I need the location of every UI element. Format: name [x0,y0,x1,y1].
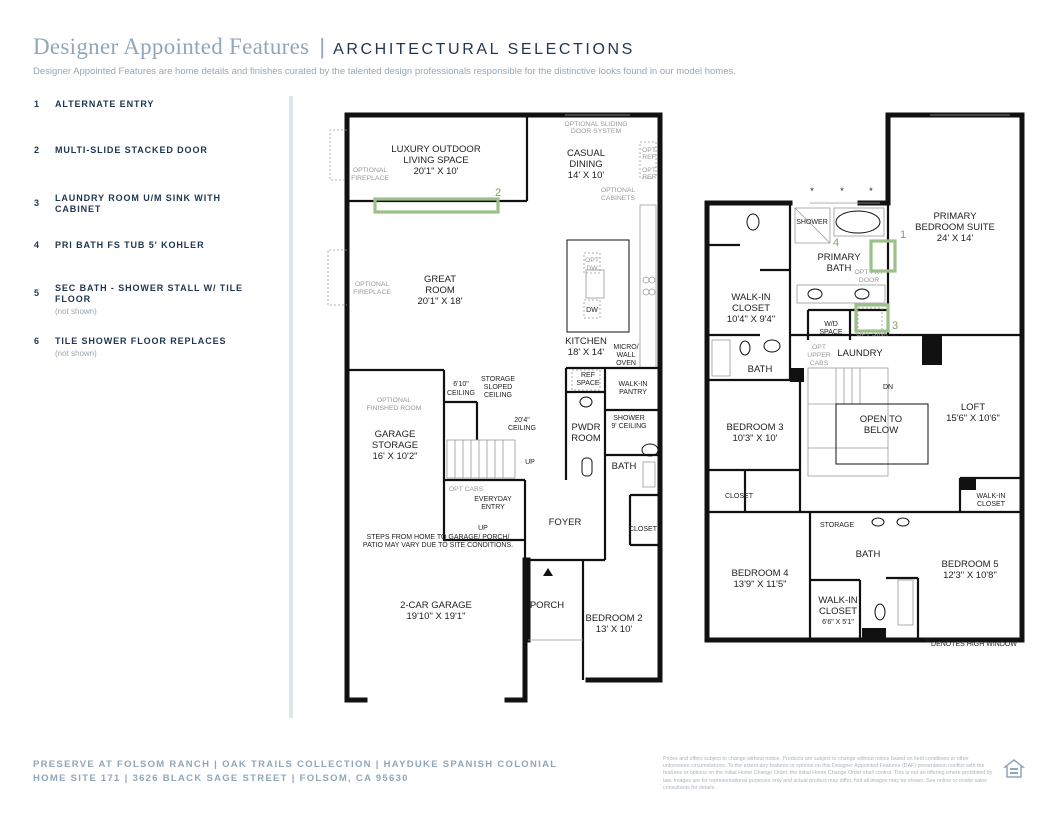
plan-note: OPT CABS [448,486,484,493]
room-label: W/D [824,321,838,328]
plan-note: REF [581,372,595,379]
high-window-marker: * [926,637,930,648]
feature-label-block [55,283,265,317]
room-label: EVERYDAY [474,496,512,503]
room-label: FOYER [548,517,582,528]
feature-number: 3 [34,198,40,208]
page-header [33,34,635,60]
room-label: CLOSET [628,526,658,533]
plan-note: CEILING [507,425,537,432]
room-label: PWDR [571,422,601,433]
room-label: DINING [569,159,603,170]
marker-4: 4 [832,237,840,249]
room-dimension: 18' X 14' [567,347,605,358]
room-label: BEDROOM 3 [726,422,784,433]
high-window-note: DENOTES HIGH WINDOW [931,641,1017,648]
room-dimension: 20'1" X 10' [413,166,459,177]
plan-note: 9' CEILING [611,423,647,430]
room-label: WALK-IN [731,292,771,303]
room-label: OPEN TO [859,414,903,425]
plan-note: CABINETS [601,195,635,202]
marker-3: 3 [891,320,899,332]
plan-note: FINISHED ROOM [366,405,422,412]
room-dimension: 16' X 10'2" [372,451,418,462]
room-label: PORCH [529,600,565,611]
plan-note: OPTIONAL [354,281,390,288]
room-label: GARAGE [374,429,416,440]
room-dimension: 14' X 10' [567,170,605,181]
plan-note: UP [525,459,535,466]
high-window-marker: * [869,186,873,197]
room-dimension: 6'6" X 5'1" [822,619,854,626]
plan-note: OPT [812,344,826,351]
plan-note: OPTIONAL SLIDING [564,121,628,128]
legal-disclaimer: Prices and offers subject to change without notice. Products are subject to change without notice based on field conditions or other unforeseen circumstances. To the extent any features or options on this Designer Appointed Features (DAF) presentation conflict with the features or options on the initial Home Change Order, the initial Home Change Order shall control. This is not an offering where prohibited by law. Images are for representational purposes only and actual product may differ. Not all images may be shown. See online or onsite sales consultants for details. [663,756,993,791]
room-label: STORAGE [371,440,419,451]
equal-housing-icon [1003,758,1025,780]
feature-number: 4 [34,240,40,250]
footer-address: HOME SITE 171 | 3626 BLACK SAGE STREET | FOLSOM, CA 95630 [33,773,409,784]
marker-1: 1 [899,229,907,241]
highlight-alternate-entry [871,241,895,271]
room-label: BEDROOM SUITE [915,222,995,233]
feature-label: ALTERNATE ENTRY [55,99,155,109]
feature-number: 2 [34,145,40,155]
feature-label: LAUNDRY ROOM U/M SINK WITH CABINET [55,193,221,214]
plan-note: UP [478,525,488,532]
room-label: CASUAL [566,148,606,159]
room-label: PRIMARY [933,211,977,222]
plan-note: REF [642,154,656,161]
room-dimension: 13'9" X 11'5" [733,579,787,590]
room-dimension: 24' X 14' [936,233,974,244]
room-dimension: 12'3" X 10'8" [943,570,997,581]
plan-note: WALL [616,352,636,359]
room-dimension: 15'6" X 10'6" [946,413,1000,424]
plan-note: STORAGE [480,376,516,383]
plan-note: DW [586,265,598,272]
plan-note: FIREPLACE [353,289,391,296]
feature-label: PRI BATH FS TUB 5' KOHLER [55,240,205,250]
floor-plans [300,100,1040,710]
feature-number: 6 [34,336,40,346]
room-label: 2-CAR GARAGE [400,600,472,611]
plan-note: FIREPLACE [351,175,389,182]
room-label: LOFT [960,402,986,413]
plan-note: OPTIONAL [352,167,388,174]
feature-note: (not shown) [55,349,97,358]
plan-note: DOOR [858,277,880,284]
room-label: BEDROOM 5 [941,559,999,570]
plan-note: CABS [809,360,829,367]
room-label: ENTRY [481,504,505,511]
feature-label: SEC BATH - SHOWER STALL W/ TILE FLOOR [55,283,243,304]
room-label: PRIMARY [817,252,861,263]
plan-note: MICRO/ [613,344,639,351]
plan-note: PATIO MAY VARY DUE TO SITE CONDITIONS. [362,542,514,549]
plan-note: DOOR SYSTEM [570,128,622,135]
room-label: CLOSET [976,501,1006,508]
plan-note: OVEN [616,360,636,367]
plan-note: REF [642,174,656,181]
plan-note: CEILING [483,392,513,399]
feature-label-block [55,336,265,359]
room-label: BATH [747,364,773,375]
room-dimension: 19'10" X 19'1" [406,611,466,622]
plan-note: OPT SINK [856,331,888,338]
room-label: GREAT [423,274,457,285]
room-label: ROOM [425,285,455,296]
room-label: LUXURY OUTDOOR [391,144,481,155]
footer-community: PRESERVE AT FOLSOM RANCH | OAK TRAILS COLLECTION | HAYDUKE SPANISH COLONIAL [33,759,558,770]
room-label: BATH [826,263,852,274]
plan-note: OPT [642,147,656,154]
marker-2: 2 [494,187,502,199]
room-label: BATH [855,549,881,560]
plan-note: 20'4" [514,417,530,424]
plan-note: UPPER [807,352,831,359]
room-label: CLOSET [724,493,754,500]
feature-label: TILE SHOWER FLOOR REPLACES [55,336,227,346]
plan-note: 6'10" [453,381,469,388]
feature-note: (not shown) [55,307,97,316]
plan-note: SHOWER [613,415,645,422]
room-label: SHOWER [796,219,828,226]
title-separator: | [319,34,326,59]
plan-note: DW [586,307,598,314]
room-label: CLOSET [731,303,771,314]
feature-label: MULTI-SLIDE STACKED DOOR [55,145,208,155]
plan-note: CEILING [446,390,476,397]
plan-note: OPT [585,257,599,264]
room-label: LIVING SPACE [403,155,469,166]
room-label: PANTRY [619,389,647,396]
high-window-marker: * [810,186,814,197]
plan-note: SPACE [576,380,600,387]
section-title: ARCHITECTURAL SELECTIONS [333,41,635,58]
plan-note: DN [882,384,894,391]
room-label: LAUNDRY [837,348,883,359]
page-title: Designer Appointed Features [33,34,310,59]
room-label: STORAGE [819,522,855,529]
room-label: WALK-IN [818,595,858,606]
room-label: BEDROOM 4 [731,568,789,579]
second-floor-plan [707,115,1022,648]
first-floor-plan [328,115,660,700]
feature-number: 5 [34,288,40,298]
plan-note: OPT PKT [854,269,884,276]
room-label: WALK-IN [976,493,1006,500]
plan-note: OPT [642,167,656,174]
plan-note: STEPS FROM HOME TO GARAGE/ PORCH/ [366,534,510,541]
room-dimension: 20'1" X 18' [417,296,463,307]
plan-note: SLOPED [483,384,513,391]
room-dimension: 10'4" X 9'4" [726,314,776,325]
room-label: SPACE [819,329,843,336]
vertical-divider [289,96,293,718]
plan-note: OPTIONAL [600,187,636,194]
room-label: CLOSET [818,606,858,617]
feature-number: 1 [34,99,40,109]
room-dimension: 10'3" X 10' [732,433,778,444]
high-window-marker: * [840,186,844,197]
room-label: WALK-IN [618,381,648,388]
room-label: ROOM [571,433,601,444]
room-label: BELOW [863,425,899,436]
room-label: BATH [611,461,637,472]
plan-note: OPTIONAL [376,397,412,404]
room-dimension: 13' X 10' [595,624,633,635]
page-subtitle: Designer Appointed Features are home details and finishes curated by the talented design professionals responsible for the distinctive looks found in our model homes. [33,66,736,77]
room-label: BEDROOM 2 [585,613,643,624]
room-label: KITCHEN [565,336,607,347]
